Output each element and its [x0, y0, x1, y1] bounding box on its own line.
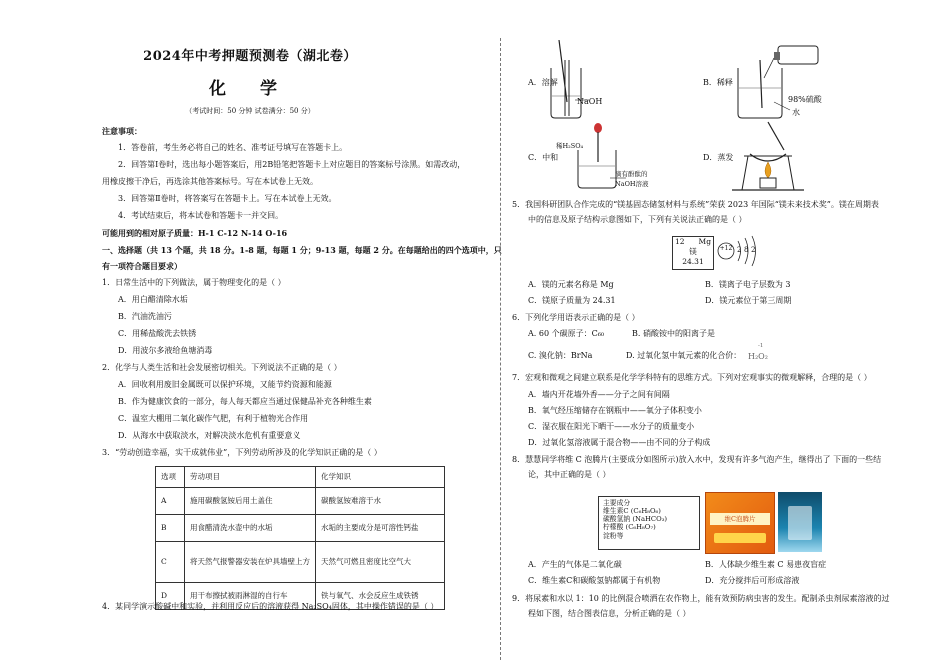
table-cell: 用干布擦拭被雨淋湿的自行车: [185, 583, 316, 610]
q6-option-c: C. 溴化钠：BrNa: [528, 351, 593, 360]
table-header-cell: 劳动项目: [185, 467, 316, 488]
q5-stem-line1: 5．我国科研团队合作完成的“镁基固态储氢材料与系统”荣获 2023 年国际“镁未来技术奖”。镁在周期表: [512, 200, 879, 209]
q9-stem-line1: 9．将尿素和水以 1：10 的比例混合喷洒在农作物上，能有效预防病虫害的发生。配制杀虫剂尿素溶液的过: [512, 594, 890, 603]
q2-option-b: B．作为健康饮食的一部分，每人每天都应当通过保健品补充各种维生素: [118, 397, 372, 406]
note-item: 4．考试结束后，将本试卷和答题卡一并交回。: [118, 211, 284, 220]
h2o2-formula: H₂O₂: [748, 352, 768, 361]
section-heading-cont: 有一项符合题目要求）: [102, 261, 182, 271]
table-cell: 施用碳酸氢铵后用土盖住: [185, 488, 316, 515]
q6-option-b: B. 硝酸铵中的阳离子是: [632, 329, 715, 338]
q3-stem: 3．“劳动创造幸福，实干成就伟业”，下列劳动所涉及的化学知识正确的是（ ）: [102, 448, 382, 457]
fig-label-a: A．溶解: [528, 78, 558, 87]
phenol-label-1: 滴有酚酞的: [615, 170, 648, 178]
q7-option-b: B．氧气经压缩储存在钢瓶中——氧分子体积变小: [528, 406, 702, 415]
notes-heading: 注意事项：: [102, 126, 142, 136]
water-label: 水: [792, 108, 800, 117]
q2-option-d: D．从海水中获取淡水，对解决淡水危机有重要意义: [118, 431, 301, 440]
q4-stem: 4．某同学演示酸碱中和实验，并利用反应后的溶液获得 Na₂SO₄固体，其中操作错误的是（ ）: [102, 602, 439, 611]
shell-count: 2: [751, 246, 756, 254]
acid-label: 98%硫酸: [788, 95, 822, 104]
q7-option-c: C．湿衣服在阳光下晒干——水分子的质量变小: [528, 422, 695, 431]
q2-stem: 2．化学与人类生活和社会发展密切相关。下列说法不正确的是（ ）: [102, 363, 342, 372]
exam-meta: （考试时间：50 分钟 试卷满分：50 分）: [185, 107, 315, 115]
periodic-cell: [672, 236, 714, 270]
q8-option-a: A．产生的气体是二氧化碳: [528, 560, 622, 569]
tablet-package-photo: [705, 492, 775, 554]
shell-count: 8: [744, 246, 749, 254]
shell-count: 2: [737, 246, 742, 254]
q6-stem: 6．下列化学用语表示正确的是（ ）: [512, 313, 640, 322]
q5-option-d: D．镁元素位于第三周期: [705, 296, 792, 305]
q7-option-d: D．过氧化氢溶液属于混合物——由不同的分子构成: [528, 438, 711, 447]
table-cell: 将天然气报警器安装在炉具墙壁上方: [185, 542, 316, 583]
table-cell: 碳酸氢铵难溶于水: [316, 488, 445, 515]
table-cell: 用食醋清洗水壶中的水垢: [185, 515, 316, 542]
note-item: 3．回答第Ⅱ卷时，将答案写在答题卡上。写在本试卷上无效。: [118, 194, 337, 203]
fizzing-water-photo: [778, 492, 822, 552]
element-symbol: Mg: [698, 237, 711, 246]
q5-option-c: C．镁原子质量为 24.31: [528, 296, 616, 305]
note-item: 用橡皮擦干净后，再选涂其他答案标号。写在本试卷上无效。: [102, 177, 318, 186]
q1-option-b: B．汽油洗油污: [118, 312, 172, 321]
table-cell: A: [156, 488, 185, 515]
ingredient-line: 碳酸氢钠 (NaHCO₃): [603, 515, 668, 524]
q6-option-d: D. 过氧化氢中氧元素的化合价：: [626, 351, 742, 360]
package-stripe: [714, 533, 766, 543]
table-header-cell: 选项: [156, 467, 185, 488]
table-header-cell: 化学知识: [316, 467, 445, 488]
q7-option-a: A．墙内开花墙外香——分子之间有间隔: [528, 390, 670, 399]
q3-table: [155, 466, 445, 610]
q5-stem-line2: 中的信息及原子结构示意图如下，下列有关说法正确的是（ ）: [528, 215, 747, 224]
dissolve-figure: [545, 40, 615, 122]
q2-option-a: A．回收利用废旧金属既可以保护环境，又能节约资源和能源: [118, 380, 332, 389]
phenol-label-2: NaOH溶液: [615, 180, 649, 188]
q8-option-b: B．人体缺少维生素 C 易患夜盲症: [705, 560, 827, 569]
q1-option-a: A．用白醋清除水垢: [118, 295, 188, 304]
nucleus-charge: +12: [719, 245, 733, 252]
q7-stem: 7．宏观和微观之间建立联系是化学学科特有的思维方式。下列对宏观事实的微观解释，合理的是（ ）: [512, 373, 872, 382]
ingredient-line: 主要成分: [603, 499, 631, 507]
table-row: [156, 515, 445, 542]
table-cell: B: [156, 515, 185, 542]
ingredient-line: 柠檬酸 (C₆H₈O₇): [603, 523, 656, 532]
element-name: 镁: [689, 247, 697, 256]
q8-option-d: D．充分搅拌后可形成溶液: [705, 576, 800, 585]
atomic-number: 12: [675, 237, 685, 246]
q8-stem-line1: 8．慧慧同学将维 C 泡腾片(主要成分如图所示)放入水中，发现有许多气泡产生，继得出了 下面的一些结: [512, 455, 882, 464]
table-cell: D: [156, 583, 185, 610]
table-cell: 天然气可燃且密度比空气大: [316, 542, 445, 583]
q5-option-a: A．镁的元素名称是 Mg: [528, 280, 614, 289]
q8-option-c: C．维生素C和碳酸氢钠都属于有机物: [528, 576, 661, 585]
fig-label-d: D．蒸发: [703, 153, 734, 162]
table-cell: 铁与氧气、水会反应生成铁锈: [316, 583, 445, 610]
note-item: 2．回答第Ⅰ卷时，选出每小题答案后，用2B铅笔把答题卡上对应题目的答案标号涂黑。如需改动，: [118, 160, 466, 169]
section-heading: 一、选择题（共 13 个题，共 18 分。1-8 题，每题 1 分；9-13 题，每题 2 分。在每题给出的四个选项中，只: [102, 245, 502, 255]
q9-stem-line2: 程如下图，结合图表信息，分析正确的是（ ）: [528, 609, 691, 618]
table-cell: C: [156, 542, 185, 583]
ingredients-box: [598, 496, 700, 550]
table-row: [156, 542, 445, 583]
table-row: [156, 488, 445, 515]
q1-option-d: D．用波尔多液给鱼塘消毒: [118, 346, 213, 355]
package-label: 维C泡腾片: [710, 513, 770, 525]
q1-option-c: C．用稀盐酸洗去铁锈: [118, 329, 197, 338]
q1-stem: 1．日常生活中的下列做法，属于物理变化的是（ ）: [102, 278, 286, 287]
fig-label-c: C．中和: [528, 153, 559, 162]
valence-mark: -1: [758, 343, 764, 349]
ingredient-line: 维生素C (C₆H₈O₆): [603, 507, 661, 516]
dilute-figure: [730, 42, 840, 122]
glass-of-water: [788, 506, 812, 540]
column-divider: [500, 38, 501, 660]
q5-option-b: B．镁离子电子层数为 3: [705, 280, 791, 289]
atomic-mass: 24.31: [682, 257, 704, 266]
note-item: 1．答卷前，考生务必将自己的姓名、准考证号填写在答题卡上。: [118, 143, 348, 152]
atomic-masses: 可能用到的相对原子质量：H-1 C-12 N-14 O-16: [102, 228, 288, 238]
q2-option-c: C．温室大棚用二氧化碳作气肥，有利于植物光合作用: [118, 414, 309, 423]
evaporate-figure: [728, 120, 808, 195]
table-cell: 水垢的主要成分是可溶性钙盐: [316, 515, 445, 542]
dilute-acid-label: 稀H₂SO₄: [556, 142, 584, 150]
exam-title: 2024年中考押题预测卷（湖北卷）: [143, 49, 357, 64]
fig-label-b: B．稀释: [703, 78, 733, 87]
ingredient-line: 淀粉等: [603, 531, 624, 540]
q6-option-a: A. 60 个碳原子：C₆₀: [528, 329, 605, 338]
subject-title: 化 学: [209, 79, 291, 99]
naoh-label: NaOH: [577, 97, 603, 106]
q8-stem-line2: 论，其中正确的是（ ）: [528, 470, 611, 479]
